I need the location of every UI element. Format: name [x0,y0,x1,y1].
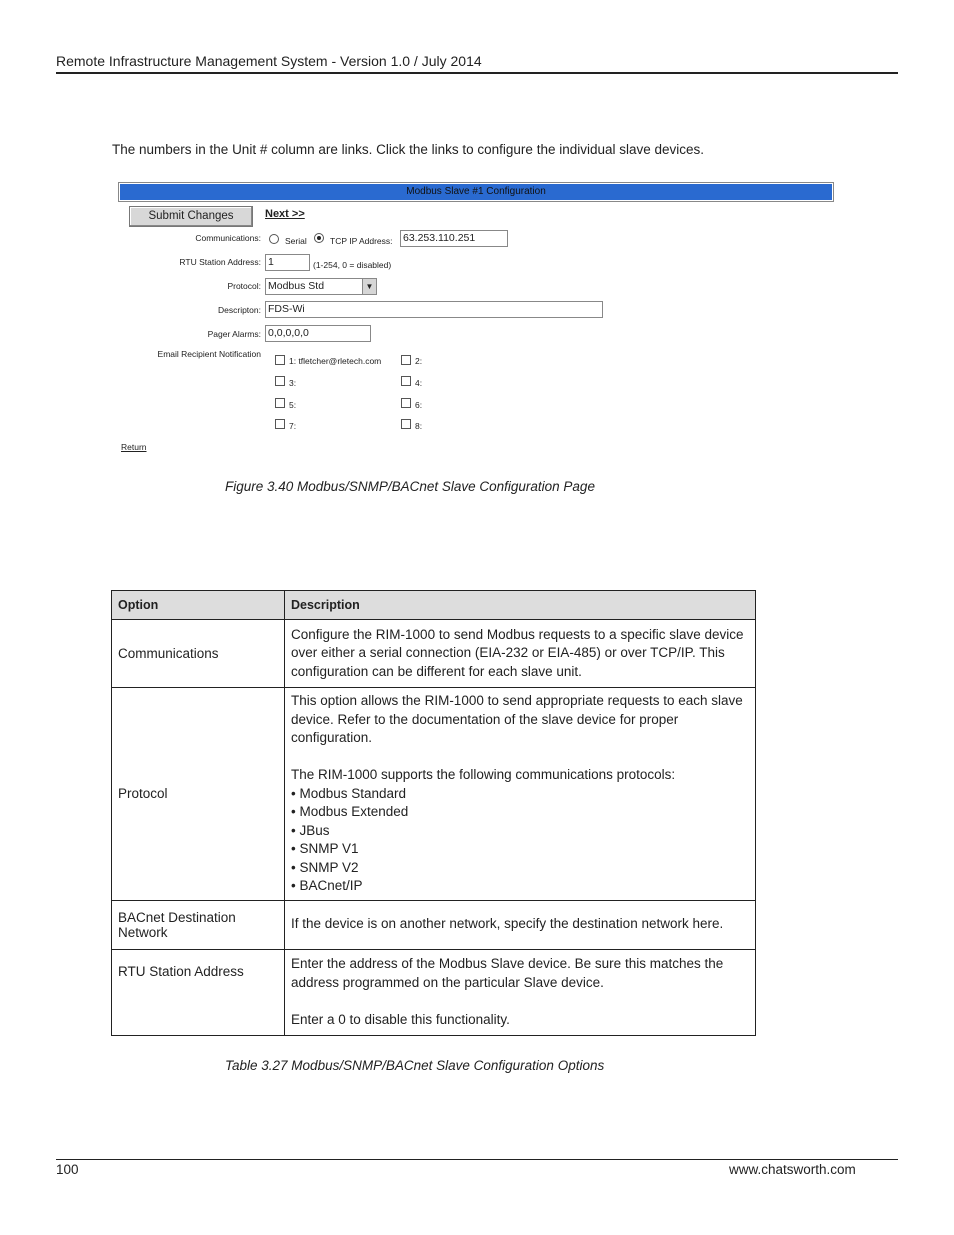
protocol-select[interactable] [265,278,377,295]
table-cell-description [285,620,756,688]
description-line: Enter the address of the Modbus Slave device. Be sure this matches the address programmed on the particular Slave device. [291,956,724,990]
email-item-4: 4: [415,378,423,388]
email-checkbox-4[interactable] [401,376,411,386]
page-number: 100 [56,1162,79,1177]
chevron-down-icon[interactable]: ▼ [362,279,376,294]
table-header-description: Description [285,591,756,620]
protocol-label: Protocol: [227,281,261,291]
description-line: • SNMP V1 [291,841,359,856]
table-cell-description [285,900,756,949]
description-line: Configure the RIM-1000 to send Modbus requests to a specific slave device over either a serial connection (EIA-232 or EIA-485) or over TCP/IP. This configuration can be different for each slave unit. [291,626,744,679]
config-title: Modbus Slave #1 Configuration [120,184,832,200]
figure-caption: Figure 3.40 Modbus/SNMP/BACnet Slave Configuration Page [225,479,595,494]
return-link[interactable]: Return [121,442,147,452]
footer-divider [56,1159,898,1160]
serial-radio[interactable] [269,234,279,244]
email-checkbox-3[interactable] [275,376,285,386]
description-line: • Modbus Standard [291,785,407,801]
email-item-7: 7: [289,421,297,431]
table-row [112,949,756,1035]
pager-input[interactable]: 0,0,0,0,0 [265,325,371,342]
header-divider [56,72,898,74]
description-line: Enter a 0 to disable this functionality. [291,1011,510,1027]
rtu-input[interactable]: 1 [265,254,310,271]
page-header-title: Remote Infrastructure Management System - Version 1.0 / July 2014 [56,53,482,69]
email-item-8: 8: [415,421,423,431]
email-item-1: 1: tfletcher@rletech.com [289,356,382,366]
protocol-value: Modbus Std [268,280,325,292]
intro-text: The numbers in the Unit # column are links. Click the links to configure the individual slave devices. [112,142,705,157]
email-item-3: 3: [289,378,297,388]
email-item-2: 2: [415,356,423,366]
email-checkbox-8[interactable] [401,419,411,429]
description-line: The RIM-1000 supports the following communications protocols: [291,767,676,782]
table-cell-option: Protocol [112,688,285,901]
table-cell-option: RTU Station Address [112,949,285,1035]
table-row [112,688,756,901]
communications-label: Communications: [195,233,261,243]
table-cell-option: BACnet Destination Network [112,900,285,949]
tcp-radio[interactable] [314,233,324,243]
table-cell-description [285,688,756,901]
description-label: Descripton: [218,305,261,315]
table-row [112,900,756,949]
description-line [291,748,749,767]
serial-label: Serial [285,236,307,246]
description-line: • BACnet/IP [291,878,363,893]
email-checkbox-6[interactable] [401,398,411,408]
description-line: This option allows the RIM-1000 to send appropriate requests to each slave device. Refer to the documentation of the slave device for proper configuration. [291,693,743,745]
description-input[interactable]: FDS-Wi [265,301,603,318]
submit-changes-button[interactable]: Submit Changes [129,206,253,227]
description-line: • SNMP V2 [291,859,359,875]
description-line: • Modbus Extended [291,804,409,819]
config-title-bar [118,182,834,202]
email-checkbox-7[interactable] [275,419,285,429]
email-checkbox-1[interactable] [275,355,285,365]
table-header-option: Option [112,591,285,620]
email-checkbox-2[interactable] [401,355,411,365]
next-link[interactable]: Next >> [265,208,305,220]
email-item-6: 6: [415,400,423,410]
pager-label: Pager Alarms: [207,329,261,339]
table-cell-description [285,949,756,1035]
description-line: If the device is on another network, specify the destination network here. [291,916,724,932]
table-header-row [112,591,756,620]
rtu-label: RTU Station Address: [179,257,261,267]
options-table [111,590,756,1036]
email-checkbox-5[interactable] [275,398,285,408]
email-label: Email Recipient Notification [157,349,261,359]
table-row [112,620,756,688]
table-cell-option: Communications [112,620,285,688]
description-line [291,992,749,1011]
table-caption: Table 3.27 Modbus/SNMP/BACnet Slave Configuration Options [225,1058,605,1073]
website: www.chatsworth.com [729,1162,856,1177]
rtu-hint: (1-254, 0 = disabled) [313,260,392,270]
email-item-5: 5: [289,400,297,410]
description-line: • JBus [291,822,330,838]
ip-address-input[interactable]: 63.253.110.251 [400,230,508,247]
tcp-label: TCP IP Address: [330,236,393,246]
